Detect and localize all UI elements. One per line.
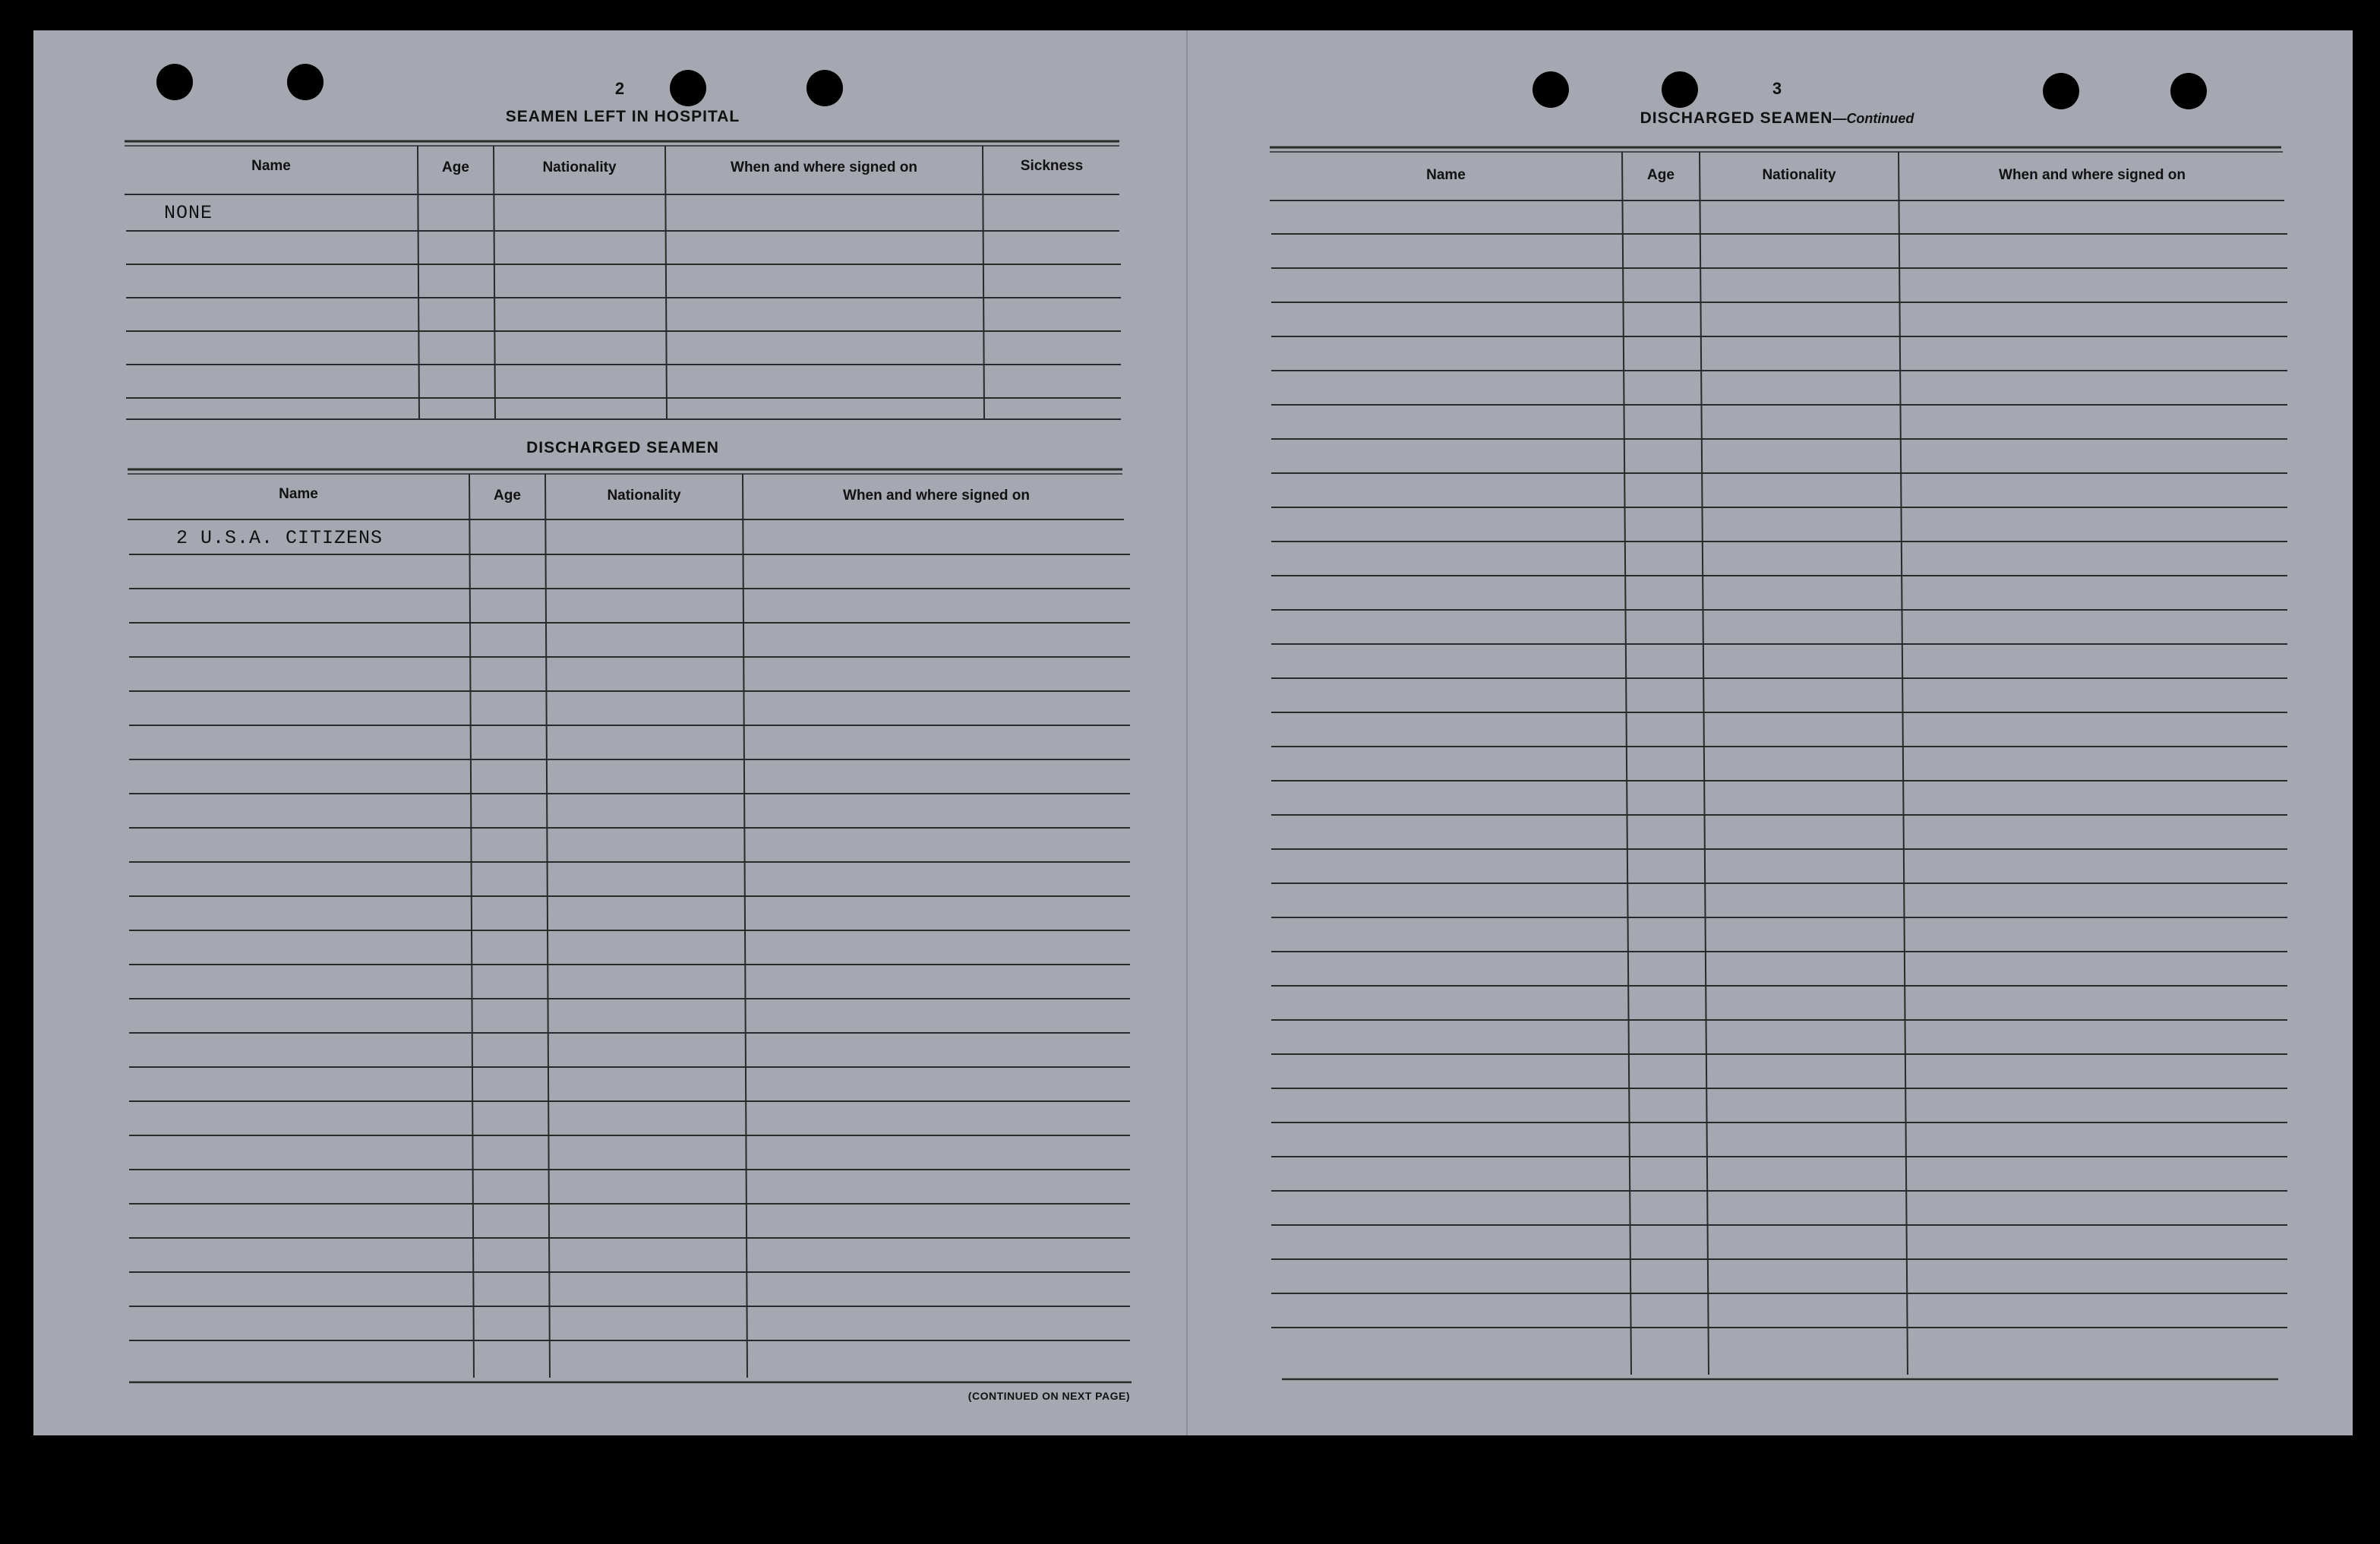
table-rule [743, 474, 747, 1378]
punch-hole [287, 64, 324, 100]
column-header-name: Name [1426, 167, 1466, 183]
discharged-continued-table [1270, 147, 2287, 1385]
table-rule [469, 474, 474, 1378]
discharged-continued-table-rules [1270, 147, 2287, 1385]
column-header-nationality: Nationality [607, 488, 681, 504]
hospital-table [125, 141, 1121, 422]
column-header-signed-on: When and where signed on [731, 159, 917, 175]
column-header-nationality: Nationality [1762, 167, 1836, 183]
column-header-name: Name [279, 486, 318, 502]
page-number-left: 2 [614, 79, 625, 98]
column-header-nationality: Nationality [542, 159, 617, 175]
discharged-table-rules [128, 469, 1132, 1388]
hospital-table-rules [125, 141, 1121, 422]
page-number-right: 3 [1772, 79, 1782, 98]
hospital-entry: NONE [164, 202, 213, 224]
continued-note: (CONTINUED ON NEXT PAGE) [967, 1390, 1130, 1402]
punch-hole [1532, 71, 1569, 108]
punch-hole [2170, 73, 2207, 109]
column-header-sickness: Sickness [1020, 158, 1084, 174]
punch-hole [2043, 73, 2079, 109]
column-header-age: Age [1647, 167, 1675, 183]
column-header-signed-on: When and where signed on [843, 488, 1030, 504]
page-fold [1186, 30, 1188, 1435]
punch-hole [670, 70, 706, 106]
discharged-continued-title-main: DISCHARGED SEAMEN [1640, 109, 1833, 127]
hospital-section-title: SEAMEN LEFT IN HOSPITAL [505, 108, 740, 125]
discharged-continued-title [1580, 109, 1974, 128]
discharged-continued-title-suffix: —Continued [1832, 111, 1914, 126]
table-rule [545, 474, 550, 1378]
column-header-age: Age [494, 488, 521, 504]
punch-hole [1662, 71, 1698, 108]
column-header-age: Age [442, 159, 469, 175]
column-header-signed-on: When and where signed on [1999, 167, 2186, 183]
discharged-entry: 2 U.S.A. CITIZENS [176, 527, 384, 549]
punch-hole [806, 70, 843, 106]
discharged-table [128, 469, 1132, 1388]
punch-hole [156, 64, 193, 100]
discharged-section-title: DISCHARGED SEAMEN [526, 439, 719, 456]
column-header-name: Name [251, 158, 291, 174]
